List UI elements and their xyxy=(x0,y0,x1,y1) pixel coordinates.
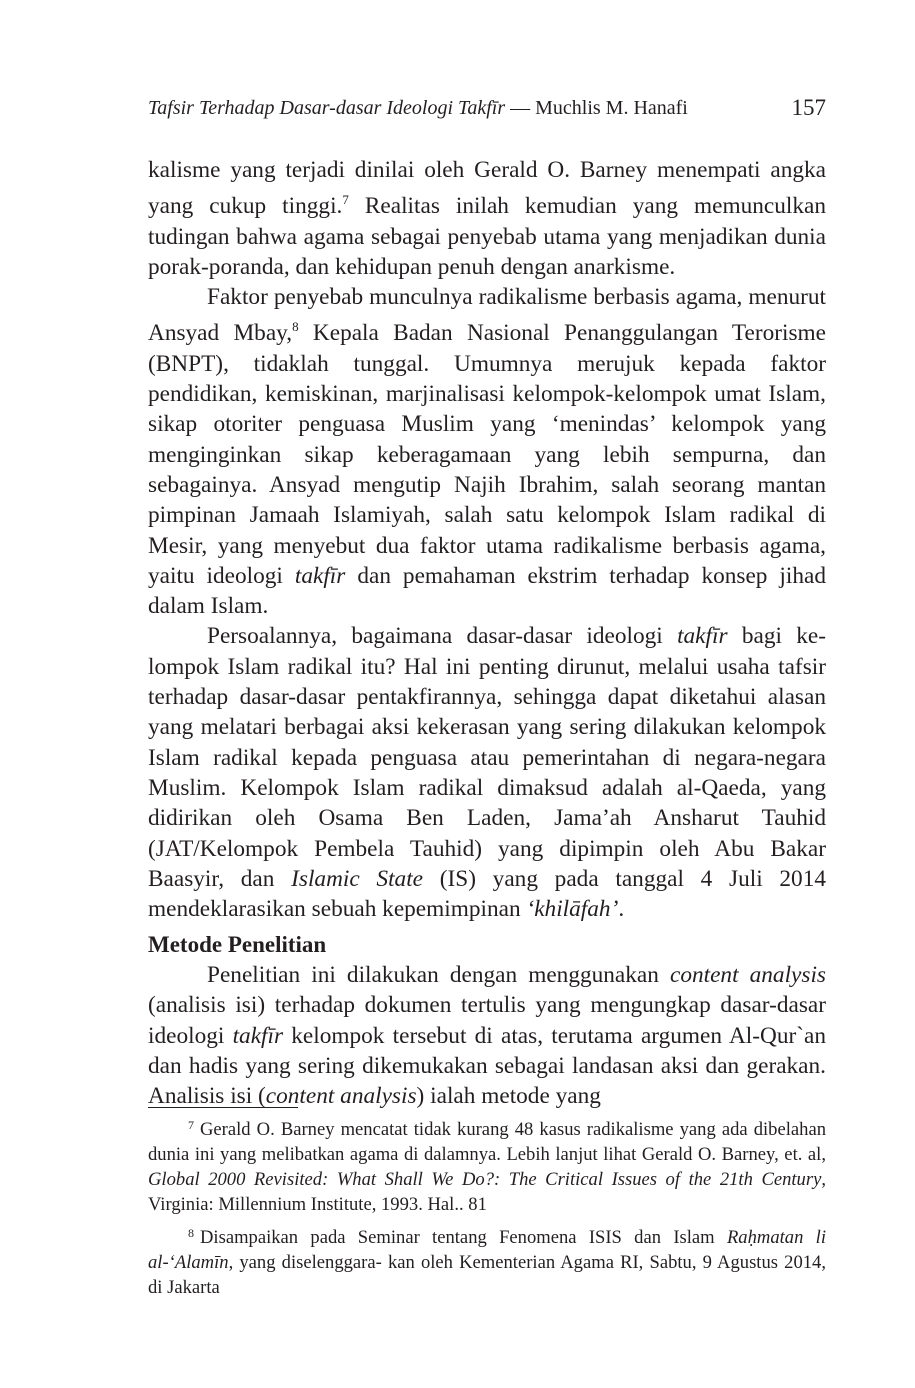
page-number: 157 xyxy=(791,95,826,120)
footnote-8: $^8$ Disampaikan pada Seminar tentang Fenomena ISIS dan Islam Raḥmatan li al-‘Alamīn, yang diselenggara- kan oleh Kementerian Agama RI, Sabtu, 9 Agustus 2014, di Jakarta xyxy=(148,1226,826,1298)
footnote-divider xyxy=(148,1107,298,1108)
method-text xyxy=(148,960,826,1111)
body-text xyxy=(148,155,826,924)
footnote-ref-8: 8 xyxy=(292,319,299,335)
footnote-7: $^7$ Gerald O. Barney mencatat tidak kurang 48 kasus radikalisme yang ada dibelahan dunia ini yang melibatkan agama di dalamnya. Lebih lanjut lihat Gerald O. Barney, et. al, Global 2000 Revisited: What Shall We Do?: The Critical Issues of the 21th Century, Virginia: Millennium Institute, 1993. Hal.. 81 xyxy=(148,1118,826,1215)
running-header xyxy=(148,94,826,122)
paragraph-1: kalisme yang terjadi dinilai oleh Gerald O. Barney menempati angka yang cukup tinggi.$^7$ Realitas inilah kemudian yang memunculkan tudingan bahwa agama sebagai penyebab utama yang menjadikan dunia porak-poranda, dan kehidupan penuh dengan anarkisme. xyxy=(148,157,826,280)
paragraph-2: Faktor penyebab munculnya radikalisme berbasis agama, menurut Ansyad Mbay,$^8$ Kepala Badan Nasional Penanggulangan Terorisme (BNPT), tidaklah tunggal. Umumnya merujuk kepada faktor pendidikan, kemiskinan, marjinalisasi kelompok-kelompok umat Islam, sikap otoriter penguasa Muslim yang ‘menindas’ kelompok yang menginginkan sikap keberagamaan yang lebih sempurna, dan sebagainya. Ansyad mengutip Najih Ibrahim, salah seorang mantan pimpinan Jamaah Islamiyah, salah satu kelompok Islam radikal di Mesir, yang menyebut dua faktor utama radikalisme berbasis agama, yaitu ideologi takfīr dan pemahaman ekstrim terhadap konsep jihad dalam Islam. xyxy=(148,284,826,620)
running-author: — Muchlis M. Hanafi xyxy=(505,97,688,119)
footnote-ref-7: 7 xyxy=(342,192,349,208)
paragraph-3: Persoalannya, bagaimana dasar-dasar ideologi takfīr bagi kelompok Islam radikal itu? Hal ini penting dirunut, melalui usaha tafsir terhadap dasar-dasar pentakfirannya, sehingga dapat diketahui alasan yang melatari berbagai aksi kekerasan yang sering dilakukan kelompok Islam radikal kepada penguasa atau pemerintahan di negara-negara Muslim. Kelompok Islam radikal dimaksud adalah al-Qaeda, yang didirikan oleh Osama Ben Laden, Jama’ah Ansharut Tauhid (JAT/Kelompok Pembela Tauhid) yang dipimpin oleh Abu Bakar Baasyir, dan Islamic State (IS) yang pada tanggal 4 Juli 2014 mendeklarasikan sebuah kepemimpinan ‘khilāfah’. xyxy=(148,623,826,923)
footnotes xyxy=(148,1113,826,1304)
section-heading: Metode Penelitian xyxy=(148,932,327,957)
running-title: Tafsir Terhadap Dasar-dasar Ideologi Takfīr xyxy=(148,97,506,119)
method-paragraph: Penelitian ini dilakukan dengan menggunakan content analysis (analisis isi) terhadap dokumen tertulis yang mengungkap dasar-dasar ideologi takfīr kelompok tersebut di atas, terutama argumen Al-Qur`an dan hadis yang sering dikemukakan sebagai landasan aksi dan gerakan. Analisis isi (content analysis) ialah metode yang xyxy=(148,962,826,1110)
